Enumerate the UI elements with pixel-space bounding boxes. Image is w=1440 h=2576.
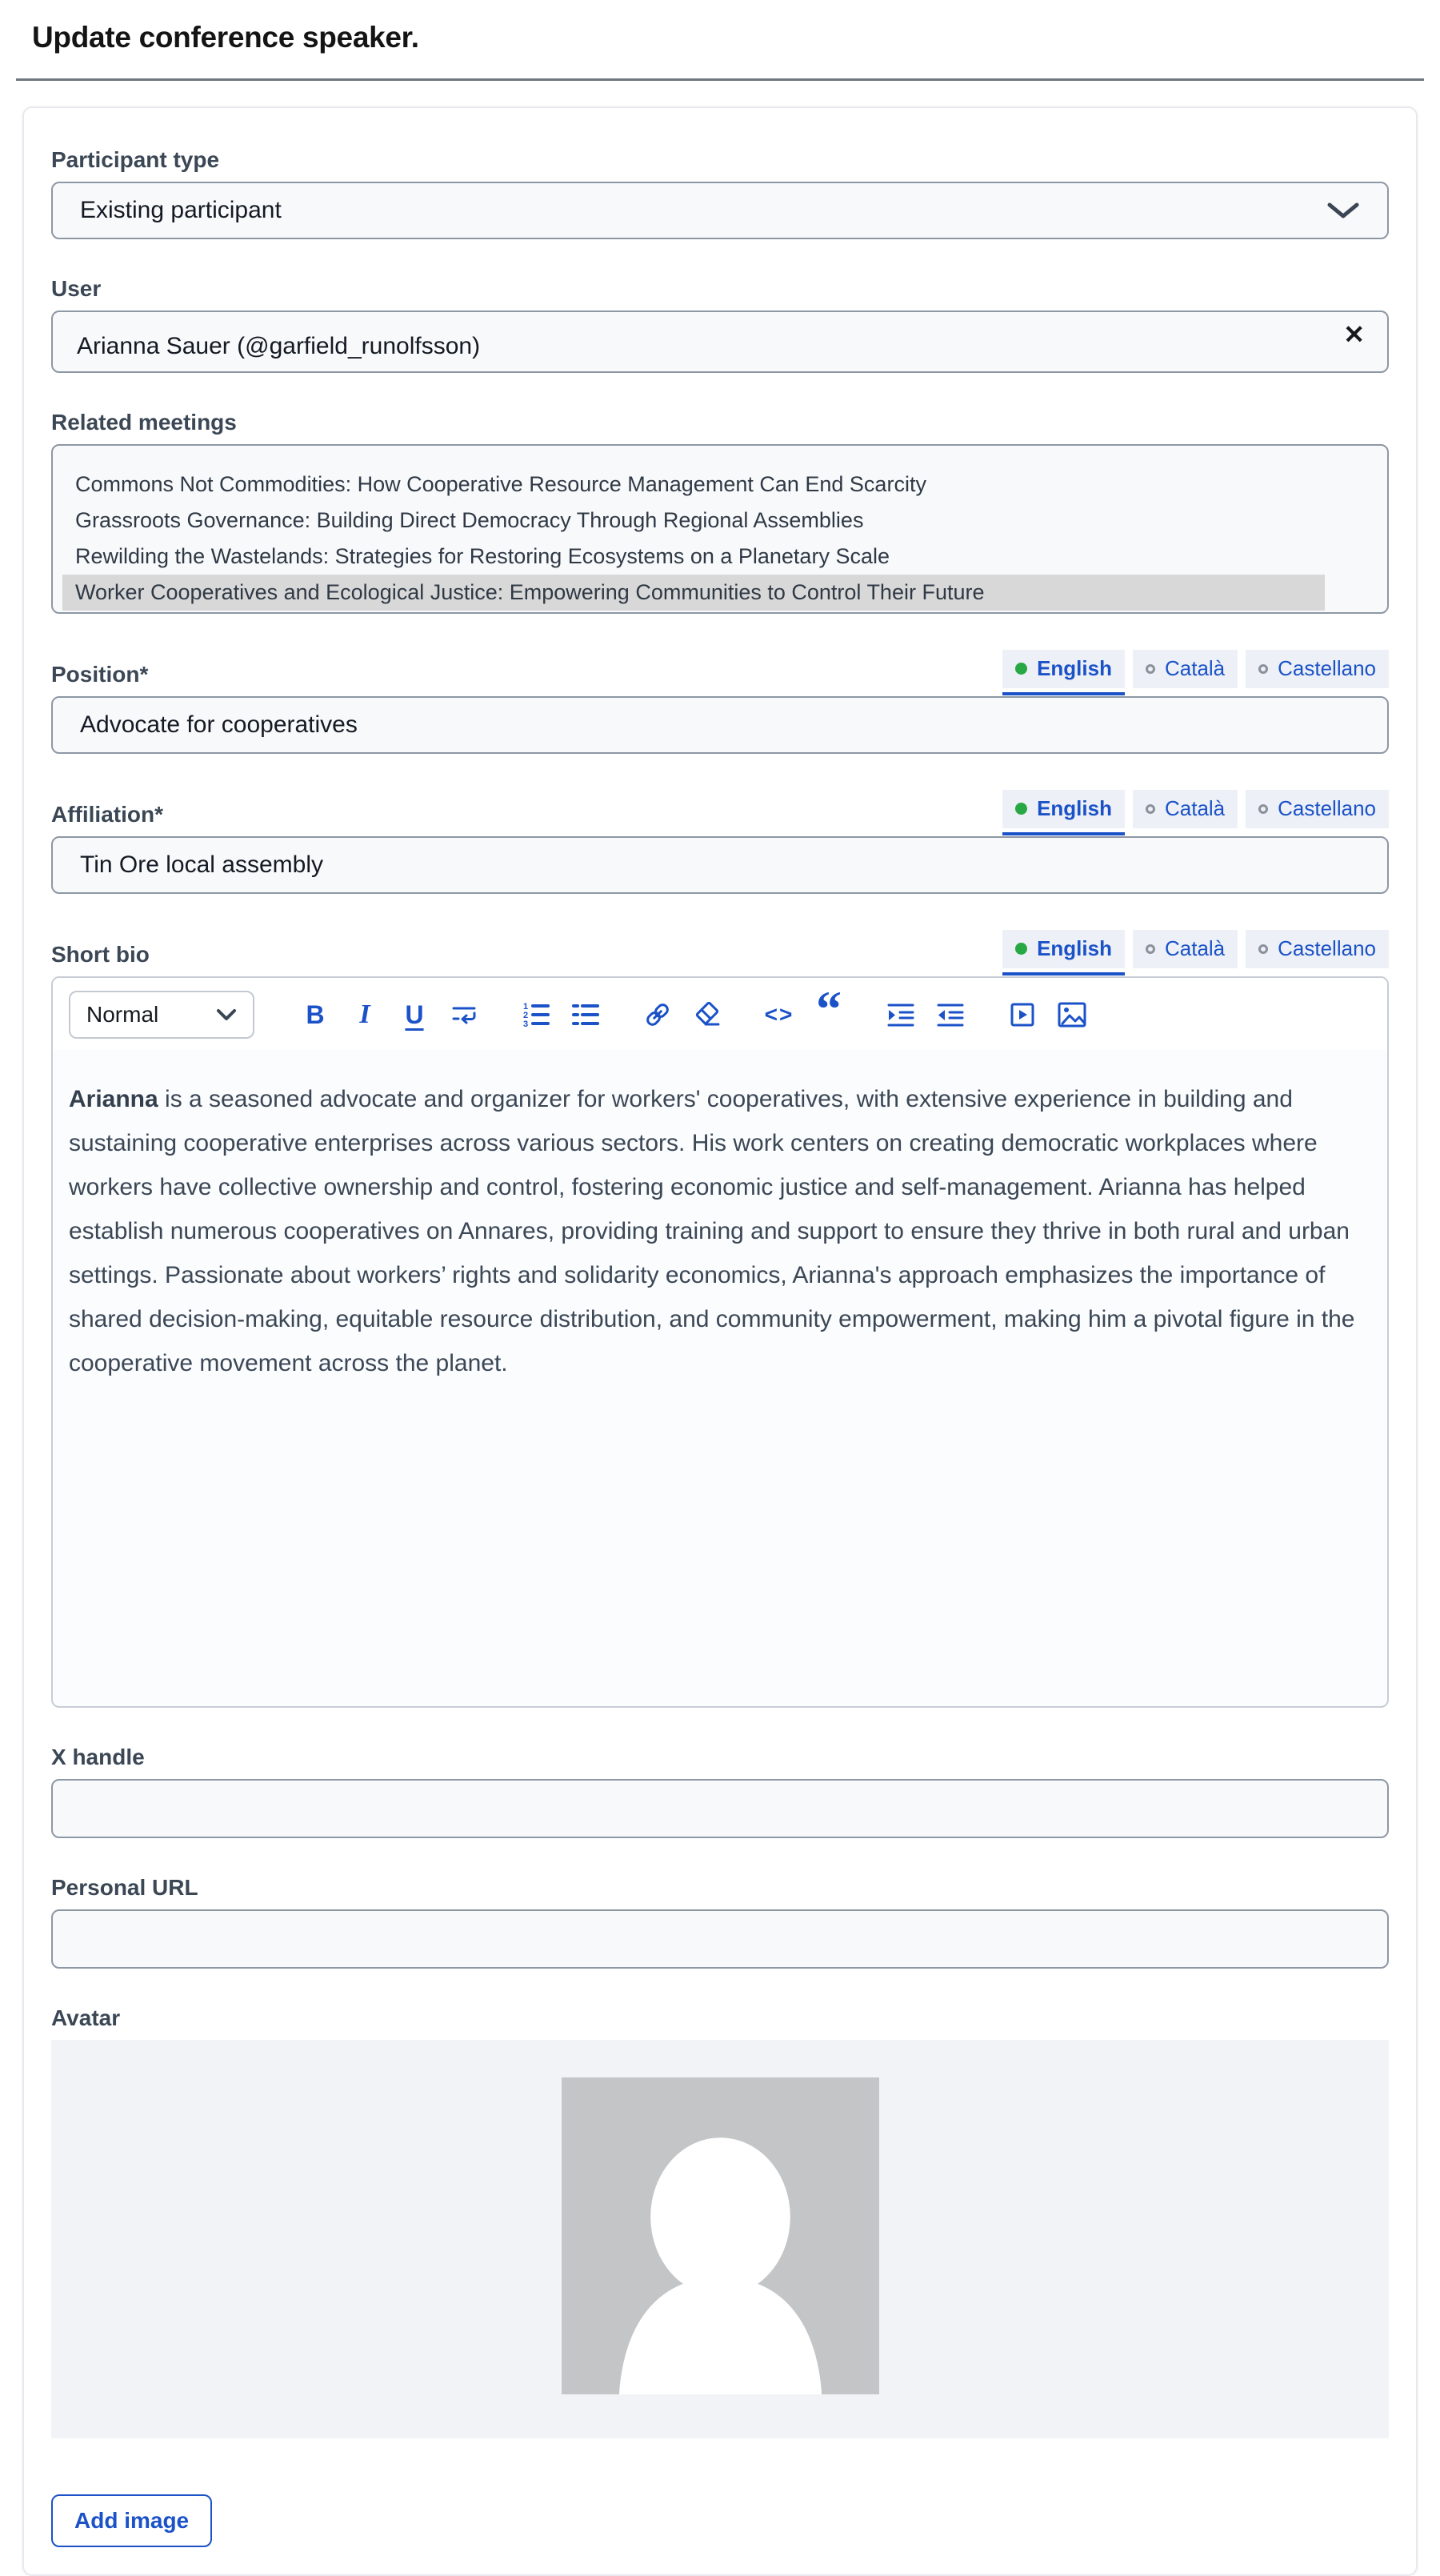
language-tab-català[interactable] bbox=[1133, 930, 1238, 968]
short-bio-language-tabs bbox=[1002, 930, 1389, 968]
rich-text-editor bbox=[51, 976, 1389, 1708]
outdent-icon[interactable] bbox=[934, 997, 966, 1032]
active-language-dot-icon bbox=[1015, 663, 1027, 675]
position-input[interactable] bbox=[51, 696, 1389, 754]
bold-icon[interactable]: B bbox=[306, 1000, 325, 1029]
svg-text:2: 2 bbox=[523, 1011, 529, 1020]
clear-user-icon[interactable]: ✕ bbox=[1343, 320, 1365, 349]
language-tab-castellano[interactable] bbox=[1246, 930, 1389, 968]
participant-type-value: Existing participant bbox=[80, 197, 282, 223]
ordered-list-icon[interactable] bbox=[520, 997, 552, 1032]
x-handle-input[interactable] bbox=[51, 1779, 1389, 1838]
user-label: User bbox=[51, 276, 102, 301]
svg-text:1: 1 bbox=[523, 1002, 529, 1012]
language-tab-català[interactable] bbox=[1133, 650, 1238, 688]
indent-icon[interactable] bbox=[885, 997, 917, 1032]
personal-url-input[interactable] bbox=[51, 1909, 1389, 1969]
short-bio-label: Short bio bbox=[51, 942, 150, 967]
avatar-field bbox=[51, 2005, 1389, 2438]
page-title: Update conference speaker. bbox=[32, 21, 419, 54]
participant-type-label: Participant type bbox=[51, 147, 220, 172]
speaker-form-card bbox=[22, 106, 1418, 2576]
meeting-option[interactable]: Commons Not Commodities: How Cooperative Resource Management Can End Scarcity bbox=[75, 472, 926, 496]
language-tab-castellano[interactable] bbox=[1246, 790, 1389, 828]
bio-text: is a seasoned advocate and organizer for workers' cooperatives, with extensive experience in building and sustaining cooperative enterprises across various sectors. His work centers on creating democratic workplaces where workers have collective ownership and control, fostering economic justice and self-management. Arianna has helped establish numerous cooperatives on Annares, providing training and support to ensure they thrive in both rural and urban settings. Passionate about workers’ rights and solidarity economics, Arianna's approach emphasizes the importance of shared decision-making, equitable resource distribution, and community empowerment, making him a pivotal figure in the cooperative movement across the planet. bbox=[69, 1086, 1355, 1376]
inactive-language-ring-icon bbox=[1258, 944, 1268, 954]
affiliation-label: Affiliation* bbox=[51, 802, 163, 827]
inactive-language-ring-icon bbox=[1146, 944, 1155, 954]
bullet-list-icon[interactable] bbox=[570, 997, 602, 1032]
chevron-down-icon bbox=[1326, 201, 1360, 220]
participant-type-select[interactable] bbox=[51, 182, 1389, 239]
affiliation-value: Tin Ore local assembly bbox=[80, 851, 323, 878]
active-language-dot-icon bbox=[1015, 943, 1027, 955]
language-tab-english[interactable] bbox=[1002, 790, 1125, 828]
language-tab-label: English bbox=[1037, 796, 1112, 820]
related-meetings-listbox[interactable] bbox=[51, 444, 1389, 614]
language-tab-castellano[interactable] bbox=[1246, 650, 1389, 688]
language-tab-label: Castellano bbox=[1278, 796, 1376, 820]
underline-icon[interactable]: U bbox=[405, 1000, 424, 1029]
add-image-button[interactable]: Add image bbox=[51, 2494, 212, 2547]
participant-type-field bbox=[51, 146, 1389, 239]
bio-lead-bold: Arianna bbox=[69, 1086, 158, 1112]
personal-url-label: Personal URL bbox=[51, 1875, 198, 1900]
language-tab-label: Català bbox=[1164, 656, 1226, 680]
user-field bbox=[51, 275, 1389, 373]
active-language-dot-icon bbox=[1015, 803, 1027, 815]
paragraph-style-select[interactable] bbox=[69, 991, 254, 1039]
person-silhouette-icon bbox=[562, 2077, 879, 2394]
affiliation-input[interactable] bbox=[51, 836, 1389, 894]
paragraph-style-value: Normal bbox=[86, 1002, 159, 1027]
language-tab-català[interactable] bbox=[1133, 790, 1238, 828]
avatar-label: Avatar bbox=[51, 2005, 121, 2030]
affiliation-language-tabs bbox=[1002, 790, 1389, 828]
related-meetings-field bbox=[51, 409, 1389, 614]
inactive-language-ring-icon bbox=[1146, 664, 1155, 674]
link-icon[interactable] bbox=[642, 997, 674, 1032]
inactive-language-ring-icon bbox=[1258, 804, 1268, 814]
chevron-down-icon bbox=[216, 1008, 237, 1021]
blockquote-icon[interactable]: “ bbox=[816, 980, 842, 1037]
svg-text:3: 3 bbox=[523, 1020, 529, 1029]
personal-url-field bbox=[51, 1874, 1389, 1969]
language-tab-label: Castellano bbox=[1278, 936, 1376, 960]
editor-toolbar bbox=[53, 978, 1387, 1050]
avatar-preview-panel bbox=[51, 2040, 1389, 2438]
language-tab-label: Català bbox=[1164, 796, 1226, 820]
short-bio-field bbox=[51, 930, 1389, 1708]
meeting-option[interactable]: Rewilding the Wastelands: Strategies for Restoring Ecosystems on a Planetary Scale bbox=[75, 544, 890, 568]
x-handle-label: X handle bbox=[51, 1745, 145, 1769]
position-value: Advocate for cooperatives bbox=[80, 711, 358, 738]
hard-break-icon[interactable] bbox=[448, 997, 480, 1032]
position-language-tabs bbox=[1002, 650, 1389, 688]
italic-icon[interactable]: I bbox=[359, 1000, 370, 1029]
language-tab-english[interactable] bbox=[1002, 930, 1125, 968]
meeting-option[interactable]: Worker Cooperatives and Ecological Justice: Empowering Communities to Control Their Future bbox=[62, 575, 1325, 611]
language-tab-english[interactable] bbox=[1002, 650, 1125, 688]
meeting-option[interactable]: Grassroots Governance: Building Direct Democracy Through Regional Assemblies bbox=[75, 508, 864, 532]
code-icon[interactable]: <> bbox=[764, 1002, 794, 1027]
language-tab-label: Castellano bbox=[1278, 656, 1376, 680]
language-tab-label: English bbox=[1037, 936, 1112, 960]
affiliation-field bbox=[51, 790, 1389, 894]
video-icon[interactable] bbox=[1006, 997, 1038, 1032]
bio-editor-content[interactable] bbox=[53, 1050, 1387, 1706]
clear-format-icon[interactable] bbox=[691, 997, 723, 1032]
position-field bbox=[51, 650, 1389, 754]
avatar-placeholder-image bbox=[562, 2077, 879, 2394]
position-label: Position* bbox=[51, 662, 149, 687]
language-tab-label: Català bbox=[1164, 936, 1226, 960]
related-meetings-label: Related meetings bbox=[51, 410, 237, 435]
inactive-language-ring-icon bbox=[1258, 664, 1268, 674]
language-tab-label: English bbox=[1037, 656, 1112, 680]
image-icon[interactable] bbox=[1056, 997, 1088, 1032]
user-select[interactable] bbox=[51, 310, 1389, 373]
x-handle-field bbox=[51, 1744, 1389, 1838]
user-value: Arianna Sauer (@garfield_runolfsson) bbox=[77, 333, 481, 359]
inactive-language-ring-icon bbox=[1146, 804, 1155, 814]
header-divider bbox=[16, 78, 1424, 81]
